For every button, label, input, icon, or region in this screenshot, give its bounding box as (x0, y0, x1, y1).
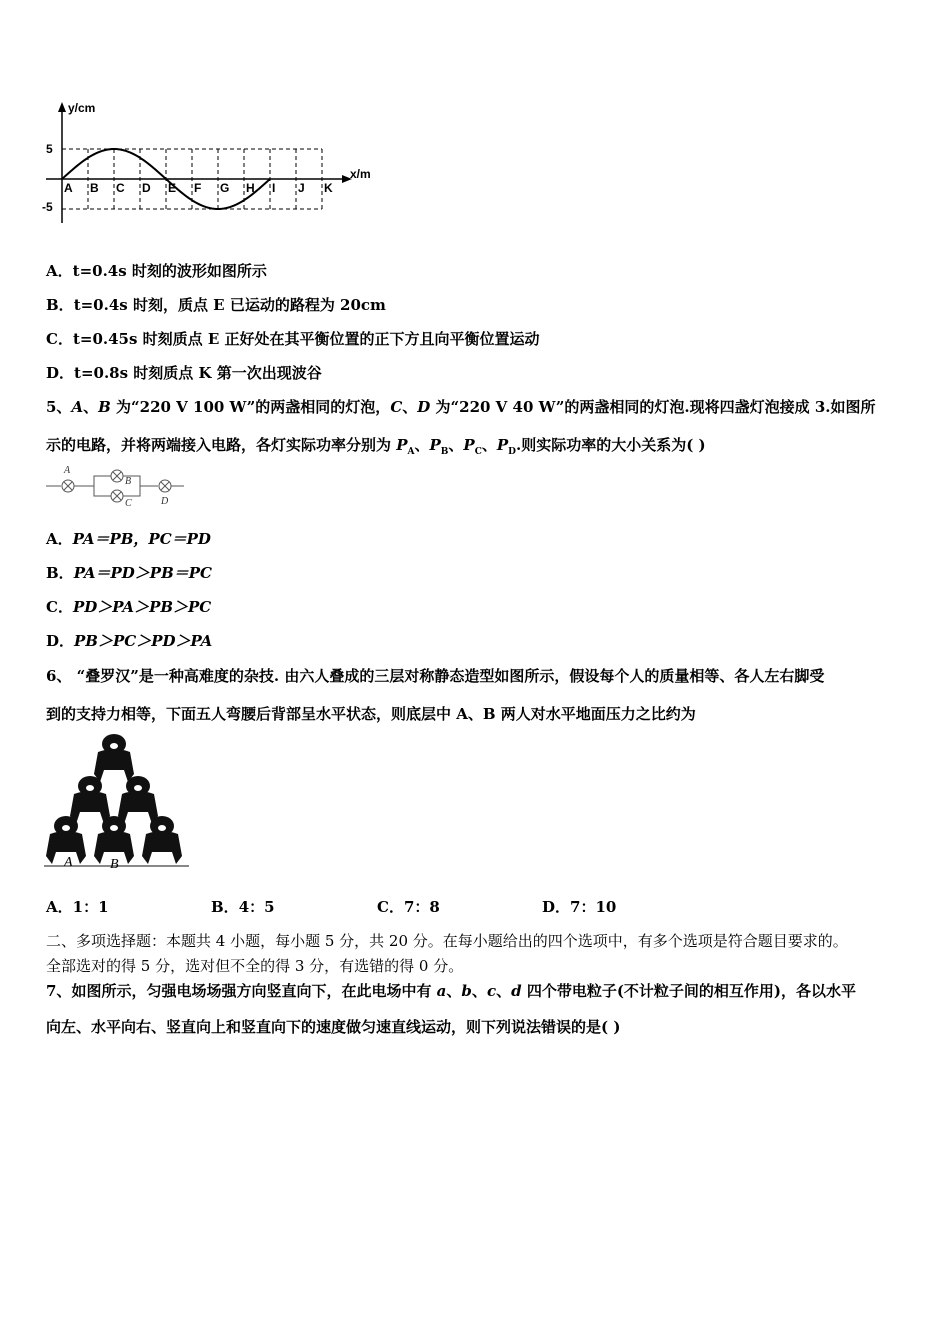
power-subscript: D (508, 447, 516, 457)
person-middle-left (70, 776, 110, 824)
lamp-a: A (71, 398, 84, 416)
figure-label-a: A (64, 855, 73, 870)
q7-stem-line1 (46, 980, 856, 1001)
sep: 、 (496, 982, 512, 1000)
lamp-b: B (98, 398, 111, 416)
q4-option-d (46, 362, 322, 383)
q5-option-d (46, 630, 212, 651)
power-subscript: C (474, 447, 482, 457)
wave-point-label: I (272, 181, 276, 195)
option-label: C． (46, 330, 73, 348)
q6-stem-line1: 6、 “叠罗汉”是一种高难度的杂技. 由六人叠成的三层对称静态造型如图所示，假设每个人的质量相等、各人左右脚受 (46, 667, 825, 685)
human-pyramid-figure (44, 730, 189, 870)
q5-stem-line1 (46, 396, 876, 417)
wave-point-label: J (298, 181, 305, 195)
q5-stem-line2 (46, 434, 706, 457)
option-label: B． (46, 564, 74, 582)
option-label: A． (46, 262, 73, 280)
question-number: 7、 (46, 982, 72, 1000)
wave-point-label: D (142, 181, 151, 195)
sep: 、 (414, 436, 430, 454)
option-text: t=0.8s 时刻质点 K 第一次出现波谷 (74, 364, 322, 382)
power-subscript: B (440, 447, 449, 457)
option-text: 7：10 (570, 898, 617, 916)
option-text: 4：5 (238, 898, 275, 916)
section2-line2: 全部选对的得 5 分，选对但不全的得 3 分，有选错的得 0 分。 (46, 957, 464, 975)
figure-label-b: B (110, 857, 119, 870)
q7-stem-line2: 向左、水平向右、竖直向上和竖直向下的速度做匀速直线运动，则下列说法错误的是( ) (46, 1018, 621, 1036)
y-axis-arrow (58, 102, 66, 112)
q5-option-a (46, 528, 211, 549)
y-axis-label: y/cm (68, 101, 96, 115)
option-text: t=0.4s 时刻的波形如图所示 (72, 262, 267, 280)
question-number: 5、 (46, 398, 72, 416)
particle-d: d (511, 982, 522, 1000)
y-tick-5: 5 (46, 142, 53, 156)
option-label: A． (46, 530, 73, 548)
stem-text: 四个带电粒子(不计粒子间的相互作用)，各以水平 (521, 982, 857, 1000)
q4-option-b (46, 294, 386, 315)
particle-b: b (461, 982, 472, 1000)
lamp-d: D (417, 398, 431, 416)
wave-point-label: H (246, 181, 255, 195)
particle-c: c (486, 982, 497, 1000)
option-text: t=0.4s 时刻，质点 E 已运动的路程为 20cm (73, 296, 386, 314)
option-text: t=0.45s 时刻质点 E 正好处在其平衡位置的正下方且向平衡位置运动 (72, 330, 540, 348)
circuit-label-a: A (64, 465, 71, 476)
wave-point-label: G (220, 181, 230, 195)
circuit-label-c: C (125, 498, 132, 508)
option-label: C． (377, 898, 404, 916)
power-symbol: P (463, 436, 475, 454)
power-symbol: P (396, 436, 408, 454)
wave-point-label: C (116, 181, 125, 195)
option-label: B． (211, 898, 239, 916)
q5-option-b (46, 562, 212, 583)
sep: 、 (402, 398, 418, 416)
wave-point-label: B (90, 181, 99, 195)
sep: 、 (83, 398, 99, 416)
q4-option-c (46, 328, 540, 349)
person-top (94, 734, 134, 782)
section2-line1: 二、多项选择题：本题共 4 小题，每小题 5 分，共 20 分。在每小题给出的四个选项中，有多个选项是符合题目要求的。 (46, 932, 848, 950)
stem-text: 示的电路，并将两端接入电路，各灯实际功率分别为 (46, 436, 397, 454)
q6-stem-line2: 到的支持力相等，下面五人弯腰后背部呈水平状态，则底层中 A、B 两人对水平地面压力之比约为 (46, 705, 696, 723)
circuit-diagram (46, 464, 186, 508)
option-text: PB＞PC＞PD＞PA (74, 632, 213, 650)
sep: 、 (448, 436, 464, 454)
sep: 、 (471, 982, 487, 1000)
wave-point-label: E (168, 181, 177, 195)
q6-option-c (377, 896, 440, 917)
y-tick-neg5: -5 (42, 200, 53, 214)
circuit-label-b: B (125, 476, 132, 487)
wave-point-label: F (194, 181, 202, 195)
stem-text: .则实际功率的大小关系为( ) (515, 436, 706, 454)
option-label: C． (46, 598, 73, 616)
q6-option-d (542, 896, 616, 917)
q6-option-a (46, 896, 109, 917)
person-bottom-c (142, 816, 182, 864)
wave-point-label: A (64, 181, 73, 195)
wave-point-labels (64, 181, 333, 195)
option-text: 1：1 (72, 898, 109, 916)
lamp-c: C (390, 398, 403, 416)
option-label: A． (46, 898, 73, 916)
wave-point-label: K (324, 181, 333, 195)
person-middle-right (118, 776, 158, 824)
stem-text: 为“220 V 40 W”的两盏相同的灯泡.现将四盏灯泡接成 3.如图所 (430, 398, 876, 416)
q4-option-a (46, 260, 267, 281)
wave-graph (40, 98, 385, 228)
q5-option-c (46, 596, 211, 617)
stem-text: 为“220 V 100 W”的两盏相同的灯泡， (110, 398, 391, 416)
stem-text: 如图所示，匀强电场场强方向竖直向下，在此电场中有 (71, 982, 437, 1000)
option-label: B． (46, 296, 74, 314)
option-text: 7：8 (403, 898, 440, 916)
power-symbol: P (429, 436, 441, 454)
power-subscript: A (407, 447, 415, 457)
x-axis-label: x/m (350, 167, 371, 181)
particle-a: a (436, 982, 447, 1000)
circuit-label-d: D (161, 496, 169, 507)
q6-option-b (211, 896, 275, 917)
power-symbol: P (496, 436, 509, 454)
sep: 、 (481, 436, 497, 454)
option-text: PD＞PA＞PB＞PC (72, 598, 212, 616)
option-label: D． (542, 898, 571, 916)
option-label: D． (46, 632, 75, 650)
option-label: D． (46, 364, 75, 382)
option-text: PA＝PB，PC＝PD (72, 530, 211, 548)
option-text: PA＝PD＞PB＝PC (73, 564, 212, 582)
sep: 、 (446, 982, 462, 1000)
